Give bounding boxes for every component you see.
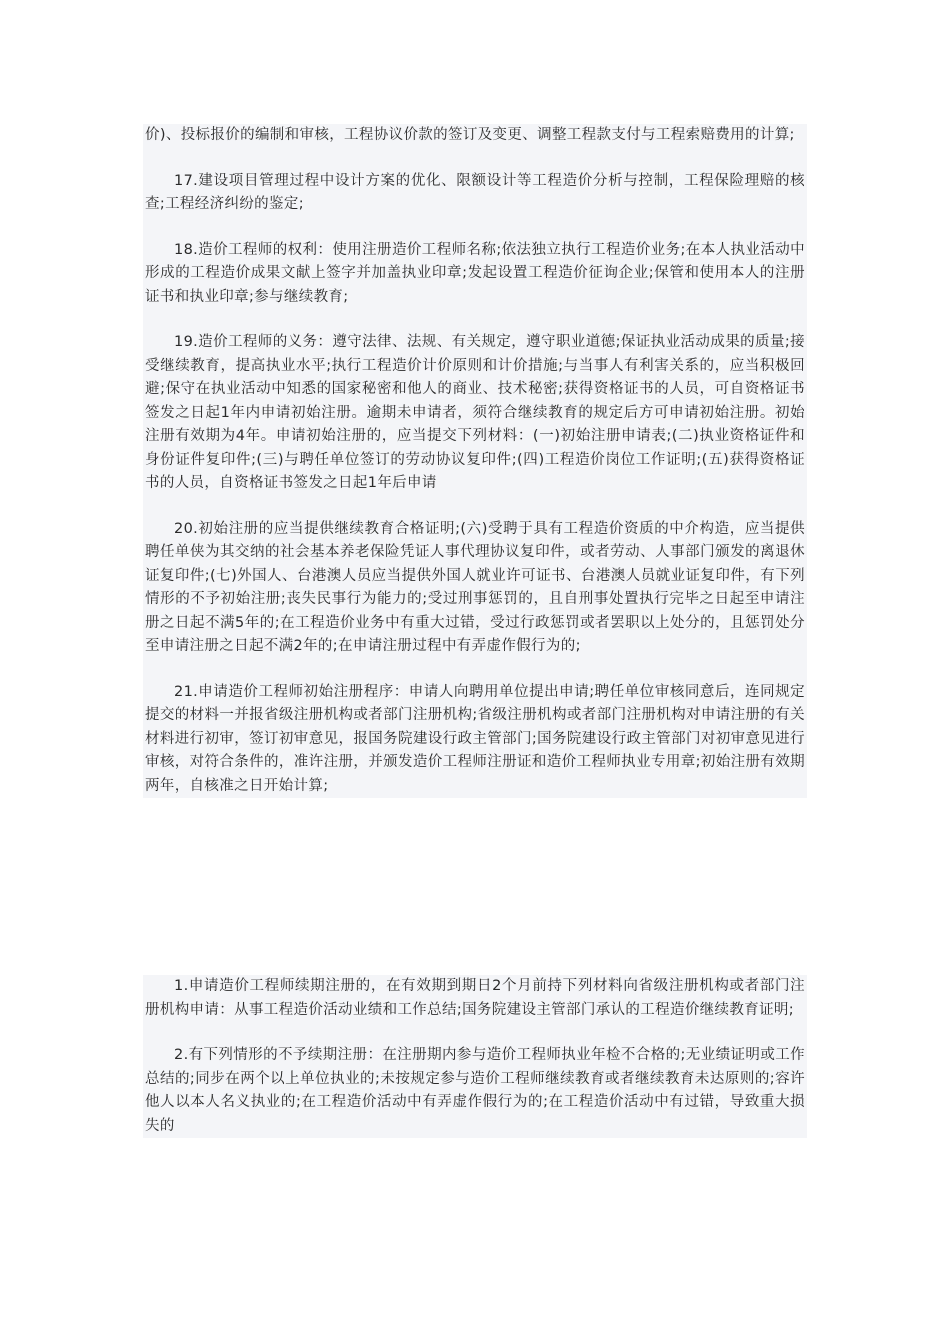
paragraph-gap [145,1022,805,1044]
text-block-lower [143,975,807,1138]
paragraph-item-21: 21.申请造价工程师初始注册程序：申请人向聘用单位提出申请;聘任单位审核同意后，连同规定提交的材料一并报省级注册机构或者部门注册机构;省级注册机构或者部门注册机构对申请注册的有关材料进行初审，签订初审意见，报国务院建设行政主管部门;国务院建设行政主管部门对初审意见进行审核，对符合条件的，准许注册，并颁发造价工程师注册证和造价工程师执业专用章;初始注册有效期两年，自核准之日开始计算; [145,683,805,794]
paragraph-gap [145,217,805,239]
paragraph-item-20: 20.初始注册的应当提供继续教育合格证明;(六)受聘于具有工程造价资质的中介构造，应当提供聘任单侠为其交纳的社会基本养老保险凭证人事代理协议复印件，或者劳动、人事部门颁发的离退休证复印件;(七)外国人、台港澳人员应当提供外国人就业许可证书、台港澳人员就业证复印件，有下列情形的不予初始注册;丧失民事行为能力的;受过刑事惩罚的，且自刑事处置执行完毕之日起至申请注册之日起不满5年的;在工程造价业务中有重大过错，受过行政惩罚或者罢职以上处分的，且惩罚处分至申请注册之日起不满2年的;在申请注册过程中有弄虚作假行为的; [145,520,805,654]
paragraph-gap [145,148,805,170]
paragraph-gap [145,496,805,518]
paragraph-renewal-1: 1.申请造价工程师续期注册的，在有效期到期日2个月前持下列材料向省级注册机构或者部门注册机构申请：从事工程造价活动业绩和工作总结;国务院建设主管部门承认的工程造价继续教育证明; [145,978,805,1018]
paragraph-item-17: 17.建设项目管理过程中设计方案的优化、限额设计等工程造价分析与控制，工程保险理赔的核查;工程经济纠纷的鉴定; [145,172,805,212]
paragraph-gap [145,309,805,331]
paragraph-continued-16: 价)、投标报价的编制和审核，工程协议价款的签订及变更、调整工程款支付与工程索赔费用的计算; [145,127,795,143]
paragraph-gap [145,659,805,681]
paragraph-item-18: 18.造价工程师的权利：使用注册造价工程师名称;依法独立执行工程造价业务;在本人执业活动中形成的工程造价成果文献上签字并加盖执业印章;发起设置工程造价征询企业;保管和使用本人的注册证书和执业印章;参与继续教育; [145,241,805,305]
paragraph-item-19: 19.造价工程师的义务：遵守法律、法规、有关规定，遵守职业道德;保证执业活动成果的质量;接受继续教育，提高执业水平;执行工程造价计价原则和计价措施;与当事人有利害关系的，应当积极回避;保守在执业活动中知悉的国家秘密和他人的商业、技术秘密;获得资格证书的人员，可自资格证书签发之日起1年内申请初始注册。逾期未申请者，须符合继续教育的规定后方可申请初始注册。初始注册有效期为4年。申请初始注册的，应当提交下列材料：(一)初始注册申请表;(二)执业资格证件和身份证件复印件;(三)与聘任单位签订的劳动协议复印件;(四)工程造价岗位工作证明;(五)获得资格证书的人员，自资格证书签发之日起1年后申请 [145,334,805,491]
paragraph-renewal-2: 2.有下列情形的不予续期注册：在注册期内参与造价工程师执业年检不合格的;无业绩证明或工作总结的;同步在两个以上单位执业的;未按规定参与造价工程师继续教育或者继续教育未达原则的;容许他人以本人名义执业的;在工程造价活动中有弄虚作假行为的;在工程造价活动中有过错，导致重大损失的 [145,1047,805,1134]
text-block-upper [143,124,807,798]
